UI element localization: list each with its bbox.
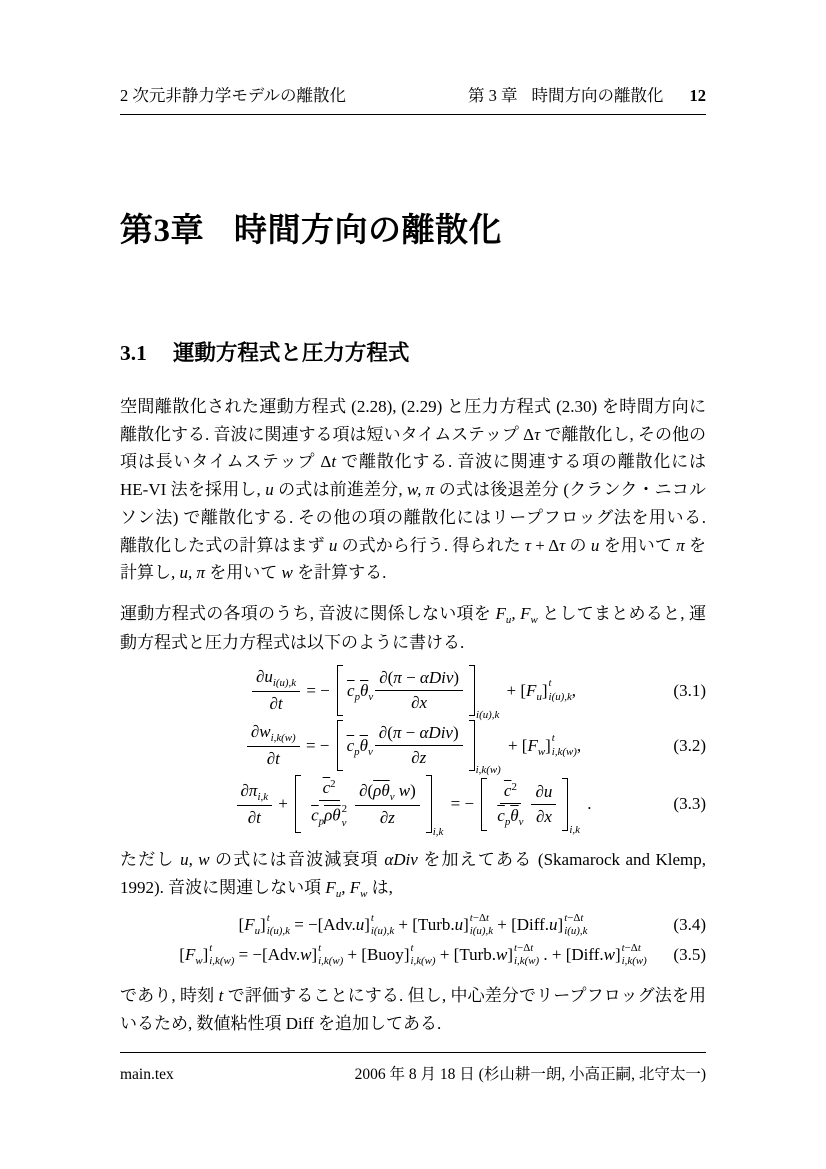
header-chapter-label: 第 3 章 <box>468 86 518 105</box>
footer-filename: main.tex <box>120 1066 174 1083</box>
equation-3-4 <box>120 912 706 939</box>
equation-3-2-number: (3.2) <box>673 735 706 755</box>
equation-block-forcing-terms <box>120 912 706 969</box>
paragraph-intro: 空間離散化された運動方程式 (2.28), (2.29) と圧力方程式 (2.30) を時間方向に離散化する. 音波に関連する項は短いタイムステップ Δτ で離散化し, その他の項は長いタイムステップ Δt で離散化する. 音波に関連する項の離散化には HE-VI 法を採用し, u の式は前進差分, w, π の式は後退差分 (クランク・ニコルソン法) で離散化する. その他の項の離散化にはリープフロッグ法を用いる. 離散化した式の計算はまず u の式から行う. 得られた τ + Δτ の u を用いて π を計算し, u, π を用いて w を計算する. <box>120 397 707 583</box>
header-page-number: 12 <box>689 86 706 105</box>
footer-date-authors: 2006 年 8 月 18 日 (杉山耕一朗, 小高正嗣, 北守太一) <box>354 1066 706 1083</box>
header-left-title: 2 次元非静力学モデルの離散化 <box>120 86 347 105</box>
paragraph-evaluation-note: であり, 時刻 t で評価することにする. 但し, 中心差分でリープフロッグ法を用いるため, 数値粘性項 Diff を追加してある. <box>120 985 707 1033</box>
equation-3-2-body: $\frac{\partial w_{i,k(w)}}{\partial t}$ = − $\overline{c}$ p $\overline{\theta}$ v ∂(π − αDiv) ∂z i,k(w) + [ F w ] t i,k(w) , <box>245 720 581 771</box>
header-chapter-title: 時間方向の離散化 <box>531 86 664 105</box>
equation-3-2 <box>120 720 706 777</box>
section-title: 運動方程式と圧力方程式 <box>172 341 410 366</box>
equation-3-5 <box>120 942 706 969</box>
equation-3-3 <box>120 775 706 839</box>
equation-3-1-number: (3.1) <box>673 680 706 700</box>
equation-3-4-body: [ F u ] t i(u),k = −[ Adv. u ] t i(u),k + [ Turb. u ] t−Δt i(u),k + [ Diff. u ] t−Δt i(u),k <box>238 911 588 938</box>
equation-3-1 <box>120 665 706 722</box>
page-header <box>120 86 706 115</box>
equation-3-4-number: (3.4) <box>673 915 706 935</box>
header-right-group <box>468 86 706 107</box>
chapter-title: 時間方向の離散化 <box>234 212 502 249</box>
equation-3-5-number: (3.5) <box>673 945 706 965</box>
paragraph-equations-lead: 運動方程式の各項のうち, 音波に関係しない項を $F_u$, $F_w$ としてまとめると, 運動方程式と圧力方程式は以下のように書ける. <box>120 603 707 653</box>
chapter-number: 第3章 <box>120 212 204 249</box>
equation-3-3-number: (3.3) <box>673 794 706 814</box>
section-heading <box>120 341 706 367</box>
section-number: 3.1 <box>120 341 147 366</box>
equation-3-5-body: [ F w ] t i,k(w) = −[ Adv. w ] t i,k(w) + [ Buoy ] t i,k(w) + [ Turb. w ] t−Δt i,k(w) . + [ Diff. w ] t−Δt i,k(w) <box>179 941 647 968</box>
equation-3-1-body: $\frac{\partial u_{i(u),k}}{\partial t}$ = − $\overline{c}$ p $\overline{\theta}$ v ∂(π − αDiv) ∂x i(u),k + [ F u ] t i(u),k , <box>250 665 576 716</box>
equation-block-momentum-pressure <box>120 665 706 839</box>
paragraph-damping-note: ただし u, w の式には音波減衰項 αDiv を加えてある (Skamarock and Klemp, 1992). 音波に関連しない項 $F_u$, $F_w$ は, <box>120 850 707 900</box>
page-footer <box>120 1052 706 1084</box>
equation-3-3-body: $\partial\pi_{i,k}$ ∂t + $\overline{c}^2$ $\overline{c}_p\overline{\rho}\overline{\theta}$ 2 v $\partial(\overline{\rho}\overline{\theta}_v$ w) ∂z i,k = − $\overline{c}^2$ $\overline{c}_p\overline{\theta}_v$ ∂u ∂x i,k . <box>235 775 592 833</box>
chapter-heading <box>120 212 706 252</box>
